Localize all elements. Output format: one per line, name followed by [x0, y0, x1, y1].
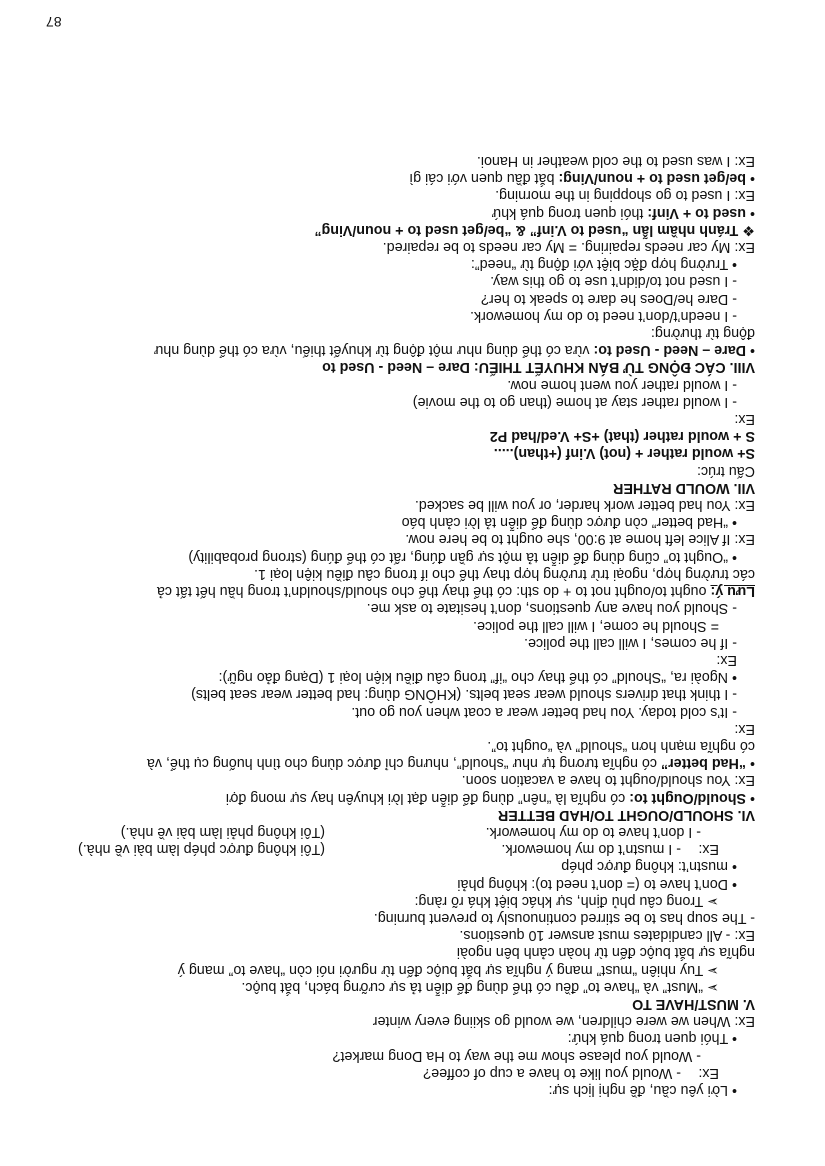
example-line: Ex: I used to go shopping in the morning. [495, 187, 755, 204]
formula-line: S+ would rather + (not) V.inf (+than)..... [493, 445, 755, 462]
bullet-item: • “Ought to” cũng dùng để diễn tả một sự gần đúng, rất có thể đúng (strong probability) [188, 548, 737, 565]
example-label: Ex: [734, 720, 755, 737]
example-line: Ex:- I mustn’t do my homework. (Tôi không được phép làm bài về nhà.) [77, 841, 719, 858]
bullet-item: • Don’t have to (= don’t need to): không phải [457, 875, 737, 892]
arrow-item: ➢ “Must” và “have to” đều có thể dùng để diễn tả sự cưỡng bách, bắt buộc. [241, 978, 719, 995]
example-line: - I don’t have to do my homework. (Tôi không phải làm bài về nhà.) [120, 823, 701, 840]
arrow-item: ➢ Tuy nhiên “must” mang ý nghĩa sự bắt buộc đến từ người nói còn “have to” mang ý [177, 961, 719, 978]
bullet-had-better: • “Had better” có nghĩa tương tự như “should”, nhưng chỉ được dùng cho tình huống cụ thể, và [146, 755, 755, 772]
section-heading-vi: VI. SHOULD/OUGHT TO/HAD BETTER [497, 806, 755, 823]
example-line: Ex: My car needs repairing. = My car needs to be repaired. [382, 239, 755, 256]
example-line: Ex: If Alice left home at 9:00, she ought to be here now. [405, 531, 755, 548]
arrow-item: ➢ Trong câu phủ định, sự khác biệt khá rõ ràng: [414, 892, 719, 909]
section-heading-v: V. MUST/HAVE TO [632, 995, 755, 1012]
note-line: Lưu ý: ought to/ought not to + do sth: có thể thay thế cho should/shouldn’t trong hầu hết tất cả [156, 583, 755, 600]
bullet-item: • Ngoài ra, “Should” có thể thay cho “if” trong câu điều kiện loại 1 (Dạng đảo ngữ): [218, 669, 737, 686]
example-line: Ex:- Would you like to have a cup of coffee? [423, 1064, 719, 1081]
example-line: - If he comes, I will call the police. [524, 634, 737, 651]
text-line: Cấu trúc: [696, 462, 755, 479]
bullet-past-habit: • Thói quen trong quá khứ: [567, 1030, 737, 1047]
example-line: - It’s cold today. You had better wear a coat when you go out. [351, 703, 737, 720]
example-line: - I would rather stay at home (than go to the movie) [412, 393, 737, 410]
text-line: nghĩa sự bắt buộc đến từ hoàn cảnh bên ngoài [456, 944, 755, 961]
section-heading-vii: VII. WOULD RATHER [613, 479, 755, 496]
bullet-used-to: • used to + Vinf: thói quen trong quá khứ [491, 204, 755, 221]
example-line: - I needn’t/don’t need to do my homework. [469, 307, 737, 324]
example-line: - I used not to/didn’t use to go this way. [490, 273, 737, 290]
example-line: - Would you please show me the way to Ha Dong market? [332, 1047, 701, 1064]
bullet-should: • Should/Ought to: có nghĩa là “nên” dùng để diễn đạt lời khuyên hay sự mong đợi [225, 789, 755, 806]
text-line: có nghĩa mạnh hơn “should” và “ought to”. [487, 737, 755, 754]
bullet-item: • mustn’t: không được phép [561, 858, 737, 875]
example-line: - I would rather you went home now. [507, 376, 737, 393]
bullet-request: • Lời yêu cầu, đề nghị lịch sự: [548, 1082, 737, 1098]
example-line: Ex: - All candidates must answer 10 questions. [459, 927, 755, 944]
example-line: Ex: You had better work harder, or you will be sacked. [414, 497, 755, 514]
bullet-item: • “Had better” còn được dùng để diễn tả lời cảnh báo [401, 514, 737, 531]
example-line: Ex: You should/ought to have a vacation soon. [461, 772, 755, 789]
example-label: Ex: [716, 651, 737, 668]
example-line: - Should you have any questions, don’t hesitate to ask me. [366, 600, 737, 617]
page-content [70, 152, 755, 1098]
bullet-dare-need: • Dare – Need - Used to: vừa có thể dùng như một động từ khuyết thiếu, vừa có thể dùng như [153, 342, 755, 359]
text-line: động từ thường: [650, 325, 755, 342]
formula-line: S + would rather (that) +S+ V.ed/had P2 [489, 428, 755, 445]
example-label: Ex: [734, 411, 755, 428]
heading-used-to: ❖ Tránh nhầm lẫn “used to V.inf” & “be/get used to + noun/Ving” [314, 221, 755, 238]
example-line: - The soup has to be stirred continuously to prevent burning. [373, 909, 755, 926]
example-line: = Should he come, I will call the police. [473, 617, 719, 634]
page-number: 87 [46, 14, 62, 30]
example-line: Ex: When we were children, we would go skiing every winter [372, 1013, 755, 1030]
text-line: các trường hợp, ngoại trừ trường hợp thay thế cho if trong câu điều kiện loại 1. [254, 565, 755, 582]
bullet-item: • Trường hợp đặc biệt với động từ “need”: [470, 256, 737, 273]
example-line: Ex: I was used to the cold weather in Hanoi. [476, 153, 755, 170]
bullet-be-used-to: • be/get used to + noun/Ving: bắt đầu quen với cái gì [409, 170, 755, 187]
section-heading-viii: VIII. CÁC ĐỘNG TỪ BÁN KHUYẾT THIẾU: Dare – Need - Used to [322, 359, 755, 376]
example-line: - I think that drivers should wear seat belts. (KHÔNG dùng: had better wear seat belts) [191, 686, 737, 703]
example-line: - Dare he/Does he dare to speak to her? [481, 290, 737, 307]
